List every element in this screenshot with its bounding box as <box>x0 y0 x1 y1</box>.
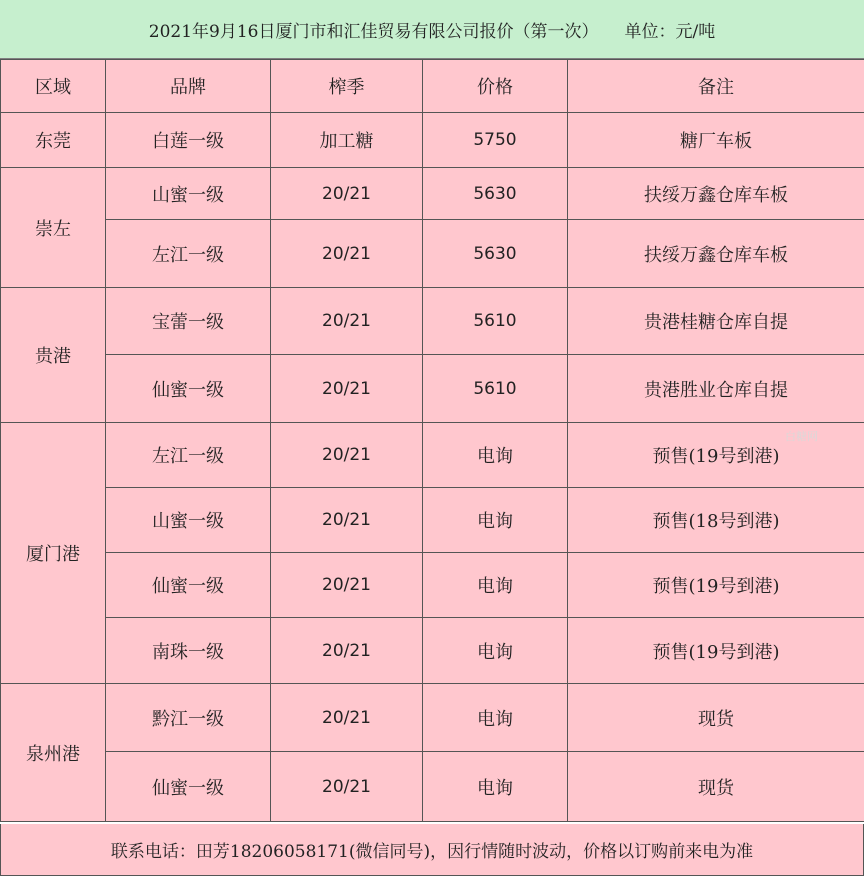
contact-text: 联系电话：田芳18206058171(微信同号)，因行情随时波动，价格以订购前来电为准 <box>110 842 754 862</box>
column-header: 区域 <box>1 60 106 113</box>
region-cell: 贵港 <box>1 288 106 423</box>
column-header: 备注 <box>568 60 864 113</box>
price-cell: 电询 <box>423 423 568 488</box>
brand-cell: 山蜜一级 <box>106 168 271 220</box>
region-cell: 崇左 <box>1 168 106 288</box>
season-cell: 20/21 <box>271 618 423 684</box>
quote-header <box>0 0 864 59</box>
table-row <box>1 423 864 488</box>
table-row <box>1 355 864 423</box>
column-header: 价格 <box>423 60 568 113</box>
price-cell: 电询 <box>423 684 568 752</box>
season-cell: 20/21 <box>271 220 423 288</box>
price-cell: 电询 <box>423 752 568 822</box>
brand-cell: 山蜜一级 <box>106 488 271 553</box>
column-header: 榨季 <box>271 60 423 113</box>
contact-footer <box>0 824 864 876</box>
season-cell: 20/21 <box>271 752 423 822</box>
note-cell: 预售(18号到港) <box>568 488 864 553</box>
season-cell: 20/21 <box>271 553 423 618</box>
note-cell: 糖厂车板 <box>568 113 864 168</box>
price-cell: 5630 <box>423 168 568 220</box>
header-row <box>1 60 864 113</box>
season-cell: 20/21 <box>271 684 423 752</box>
brand-cell: 左江一级 <box>106 220 271 288</box>
brand-cell: 白莲一级 <box>106 113 271 168</box>
table-row <box>1 752 864 822</box>
price-cell: 5610 <box>423 355 568 423</box>
region-cell: 东莞 <box>1 113 106 168</box>
season-cell: 20/21 <box>271 355 423 423</box>
table-row <box>1 553 864 618</box>
price-table <box>0 59 864 822</box>
price-cell: 电询 <box>423 553 568 618</box>
table-row <box>1 684 864 752</box>
region-cell: 厦门港 <box>1 423 106 684</box>
table-row <box>1 488 864 553</box>
price-cell: 5630 <box>423 220 568 288</box>
season-cell: 20/21 <box>271 288 423 355</box>
brand-cell: 南珠一级 <box>106 618 271 684</box>
price-cell: 电询 <box>423 488 568 553</box>
brand-cell: 仙蜜一级 <box>106 553 271 618</box>
price-cell: 电询 <box>423 618 568 684</box>
note-cell: 预售(19号到港) <box>568 553 864 618</box>
brand-cell: 左江一级 <box>106 423 271 488</box>
price-cell: 5610 <box>423 288 568 355</box>
table-row <box>1 113 864 168</box>
note-cell: 扶绥万鑫仓库车板 <box>568 220 864 288</box>
note-cell: 预售(19号到港) <box>568 423 864 488</box>
note-cell: 现货 <box>568 752 864 822</box>
note-cell: 扶绥万鑫仓库车板 <box>568 168 864 220</box>
season-cell: 20/21 <box>271 423 423 488</box>
table-row <box>1 220 864 288</box>
table-row <box>1 288 864 355</box>
brand-cell: 仙蜜一级 <box>106 752 271 822</box>
table-row <box>1 168 864 220</box>
note-cell: 现货 <box>568 684 864 752</box>
season-cell: 加工糖 <box>271 113 423 168</box>
note-cell: 贵港胜业仓库自提 <box>568 355 864 423</box>
region-cell: 泉州港 <box>1 684 106 822</box>
brand-cell: 仙蜜一级 <box>106 355 271 423</box>
quote-title: 2021年9月16日厦门市和汇佳贸易有限公司报价（第一次） <box>148 21 599 42</box>
season-cell: 20/21 <box>271 488 423 553</box>
note-cell: 贵港桂糖仓库自提 <box>568 288 864 355</box>
note-cell: 预售(19号到港) <box>568 618 864 684</box>
watermark-text: 白糖网 <box>785 430 818 443</box>
column-header: 品牌 <box>106 60 271 113</box>
brand-cell: 宝蕾一级 <box>106 288 271 355</box>
unit-label: 单位：元/吨 <box>624 21 716 42</box>
season-cell: 20/21 <box>271 168 423 220</box>
brand-cell: 黔江一级 <box>106 684 271 752</box>
price-cell: 5750 <box>423 113 568 168</box>
table-row <box>1 618 864 684</box>
